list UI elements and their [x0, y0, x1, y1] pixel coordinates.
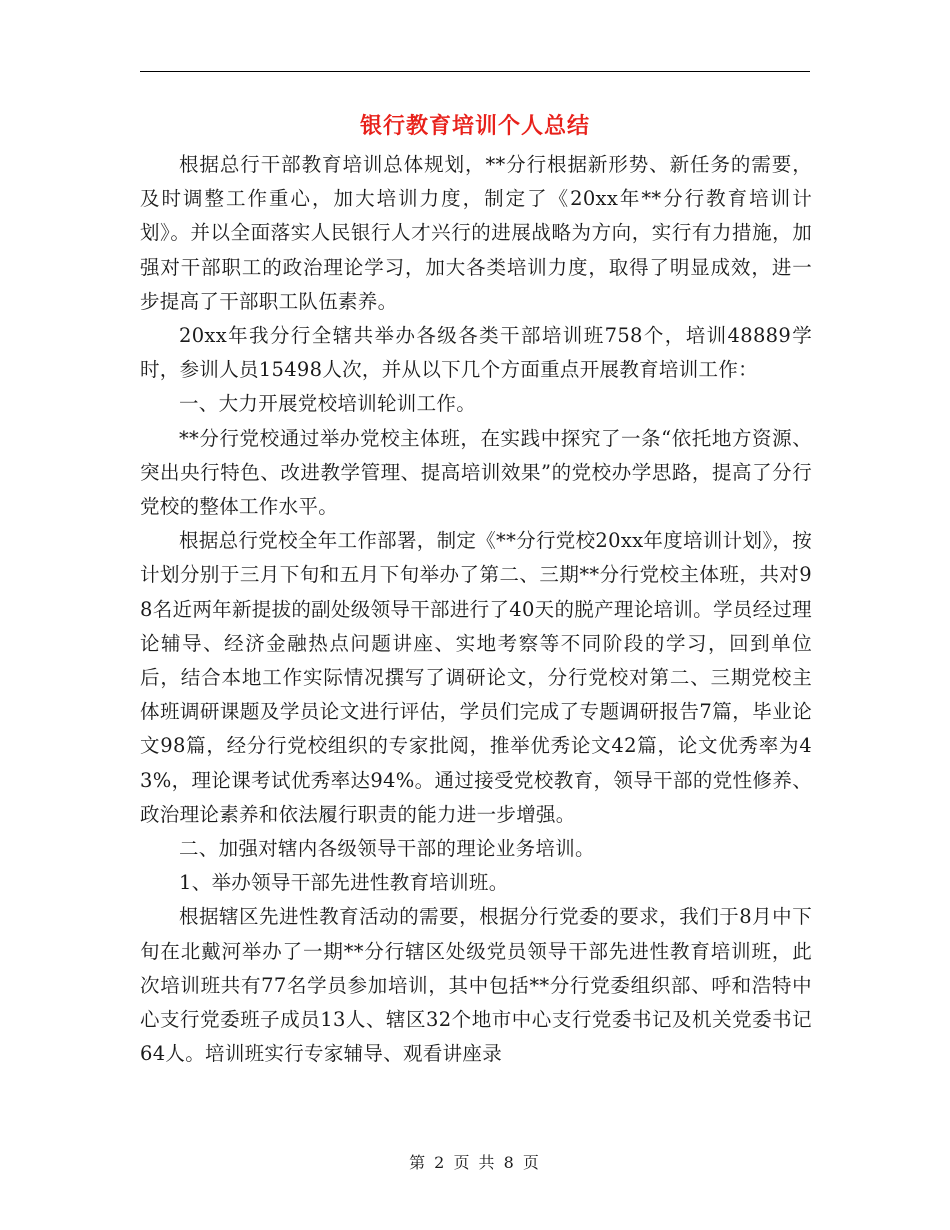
document-body	[140, 148, 812, 1071]
paragraph: 根据辖区先进性教育活动的需要，根据分行党委的要求，我们于8月中下旬在北戴河举办了一期**分行辖区处级党员领导干部先进性教育培训班，此次培训班共有77名学员参加培训，其中包括**分行党委组织部、呼和浩特中心支行党委班子成员13人、辖区32个地市中心支行党委书记及机关党委书记64人。培训班实行专家辅导、观看讲座录	[140, 905, 812, 1066]
page-number-footer: 第 2 页 共 8 页	[409, 1153, 541, 1172]
paragraph: **分行党校通过举办党校主体班，在实践中探究了一条“依托地方资源、突出央行特色、改进教学管理、提高培训效果”的党校办学思路，提高了分行党校的整体工作水平。	[140, 426, 812, 519]
section-heading: 二、加强对辖内各级领导干部的理论业务培训。	[179, 837, 595, 861]
subsection-heading: 1、举办领导干部先进性教育培训班。	[179, 871, 509, 895]
section-heading: 一、大力开展党校培训轮训工作。	[179, 392, 477, 416]
header-rule	[140, 71, 810, 72]
document-title: 银行教育培训个人总结	[359, 113, 590, 139]
paragraph: 根据总行党校全年工作部署，制定《**分行党校20xx年度培训计划》，按计划分别于三月下旬和五月下旬举办了第二、三期**分行党校主体班，共对98名近两年新提拔的副处级领导干部进行了40天的脱产理论培训。学员经过理论辅导、经济金融热点问题讲座、实地考察等不同阶段的学习，回到单位后，结合本地工作实际情况撰写了调研论文，分行党校对第二、三期党校主体班调研课题及学员论文进行评估，学员们完成了专题调研报告7篇，毕业论文98篇，经分行党校组织的专家批阅，推举优秀论文42篇，论文优秀率为43%，理论课考试优秀率达94%。通过接受党校教育，领导干部的党性修养、政治理论素养和依法履行职责的能力进一步增强。	[140, 529, 812, 826]
paragraph: 根据总行干部教育培训总体规划，**分行根据新形势、新任务的需要，及时调整工作重心，加大培训力度，制定了《20xx年**分行教育培训计划》。并以全面落实人民银行人才兴行的进展战略为方向，实行有力措施，加强对干部职工的政治理论学习，加大各类培训力度，取得了明显成效，进一步提高了干部职工队伍素养。	[140, 153, 812, 313]
paragraph: 20xx年我分行全辖共举办各级各类干部培训班758个，培训48889学时，参训人员15498人次，并从以下几个方面重点开展教育培训工作：	[140, 324, 812, 382]
